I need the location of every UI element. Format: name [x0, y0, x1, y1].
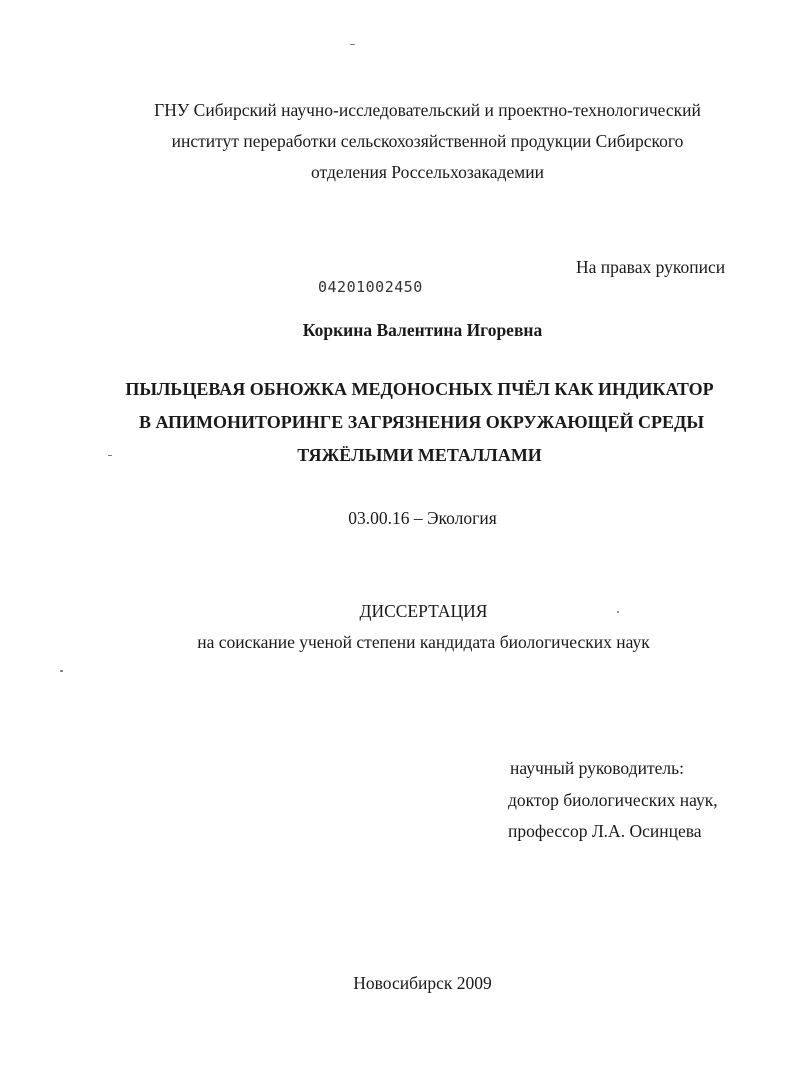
supervisor-label: научный руководитель:: [510, 758, 684, 778]
title-line-1: ПЫЛЬЦЕВАЯ ОБНОЖКА МЕДОНОСНЫХ ПЧЁЛ КАК ИНДИКАТОР: [125, 379, 714, 399]
institution-line-3: отделения Россельхозакадемии: [311, 162, 544, 182]
scan-speck: [60, 670, 63, 672]
city-year: Новосибирск 2009: [353, 973, 492, 993]
scan-speck: [108, 455, 112, 456]
scan-speck: [617, 611, 619, 613]
degree-line: на соискание ученой степени кандидата биологических наук: [197, 632, 650, 652]
document-type: ДИССЕРТАЦИЯ: [359, 601, 488, 621]
title-line-3: ТЯЖЁЛЫМИ МЕТАЛЛАМИ: [297, 445, 542, 465]
title-line-2: В АПИМОНИТОРИНГЕ ЗАГРЯЗНЕНИЯ ОКРУЖАЮЩЕЙ СРЕДЫ: [138, 412, 705, 432]
specialty-code: 03.00.16 – Экология: [348, 508, 497, 528]
institution-line-1: ГНУ Сибирский научно-исследовательский и проектно-технологический: [154, 100, 701, 120]
rights-note: На правах рукописи: [576, 257, 726, 277]
author-name: Коркина Валентина Игоревна: [302, 320, 543, 340]
supervisor-name: профессор Л.А. Осинцева: [508, 821, 702, 841]
library-stamp-number: 04201002450: [318, 278, 423, 296]
scan-speck: [350, 44, 355, 45]
institution-line-2: институт переработки сельскохозяйственной продукции Сибирского: [171, 131, 684, 151]
supervisor-degree: доктор биологических наук,: [508, 790, 718, 810]
